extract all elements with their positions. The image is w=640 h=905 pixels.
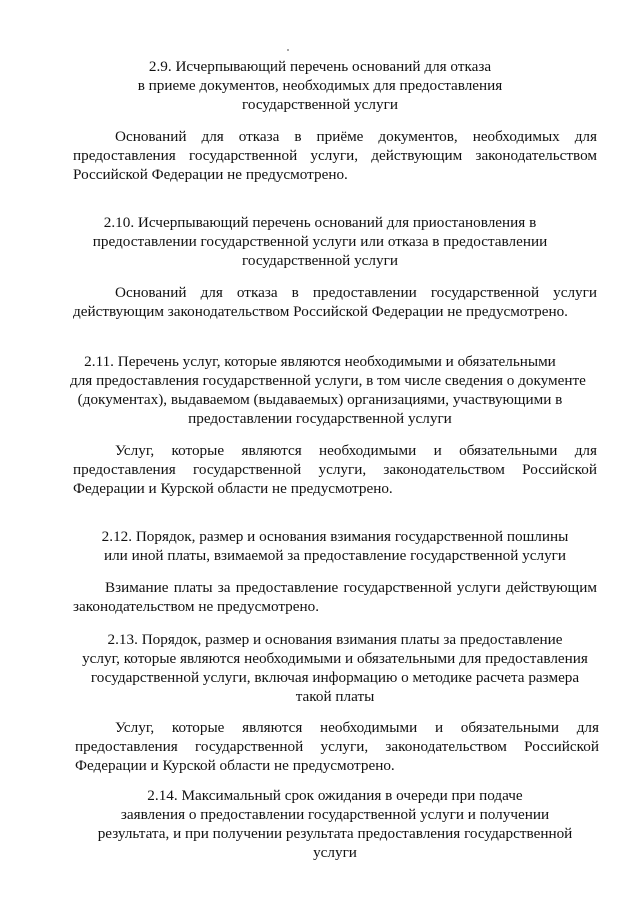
heading-line: государственной услуги — [242, 96, 398, 113]
section-2-12-paragraph — [73, 578, 597, 616]
section-2-11-heading — [70, 352, 586, 428]
heading-line: 2.11. Перечень услуг, которые являются необходимыми и обязательными — [84, 353, 556, 370]
heading-line: 2.9. Исчерпывающий перечень оснований для отказа — [148, 58, 492, 75]
paragraph-line: Оснований для отказа в предоставлении государственной услуги — [115, 284, 597, 301]
paragraph-line: Взимание платы за предоставление государственной услуги действующим — [105, 579, 597, 596]
heading-line: такой платы — [295, 688, 375, 705]
heading-line: 2.14. Максимальный срок ожидания в очереди при подаче — [147, 787, 523, 804]
section-2-14-heading — [85, 786, 585, 862]
section-2-10-heading — [85, 213, 555, 270]
paragraph-line: законодательством не предусмотрено. — [73, 598, 320, 615]
section-2-10-paragraph — [73, 283, 597, 321]
heading-line: 2.13. Порядок, размер и основания взимания платы за предоставление — [107, 631, 563, 648]
paragraph-line: Федерации и Курской области не предусмотрено. — [75, 757, 395, 774]
paragraph-line: предоставления государственной услуги, действующим законодательством — [73, 147, 597, 164]
heading-line: услуги — [313, 844, 357, 861]
paragraph-line: Оснований для отказа в приёме документов, необходимых для — [115, 128, 597, 145]
section-2-9-paragraph — [73, 127, 597, 184]
heading-line: для предоставления государственной услуги, в том числе сведения о документе — [70, 372, 586, 389]
heading-line: предоставлении государственной услуги — [188, 410, 452, 427]
heading-line: или иной платы, взимаемой за предоставление государственной услуги — [103, 547, 567, 564]
heading-line: предоставлении государственной услуги или отказа в предоставлении — [92, 233, 548, 250]
heading-line: государственной услуги — [242, 252, 398, 269]
paragraph-line: Российской Федерации не предусмотрено. — [73, 166, 348, 183]
paragraph-line: Услуг, которые являются необходимыми и обязательными для — [115, 719, 599, 736]
scan-speck — [287, 49, 289, 51]
paragraph-line: Федерации и Курской области не предусмотрено. — [73, 480, 393, 497]
heading-line: в приеме документов, необходимых для предоставления — [137, 77, 503, 94]
heading-line: результата, и при получении результата предоставления государственной — [97, 825, 573, 842]
paragraph-line: предоставления государственной услуги, законодательством Российской — [73, 461, 597, 478]
heading-line: (документах), выдаваемом (выдаваемых) организациями, участвующими в — [77, 391, 563, 408]
heading-line: 2.12. Порядок, размер и основания взимания государственной пошлины — [101, 528, 569, 545]
section-2-13-heading — [75, 630, 595, 706]
heading-line: 2.10. Исчерпывающий перечень оснований для приостановления в — [103, 214, 537, 231]
section-2-12-heading — [85, 527, 585, 565]
section-2-9-heading — [120, 57, 520, 114]
section-2-11-paragraph — [73, 441, 597, 498]
section-2-13-paragraph — [75, 718, 599, 775]
heading-line: государственной услуги, включая информацию о методике расчета размера — [90, 669, 580, 686]
heading-line: заявления о предоставлении государственной услуги и получении — [120, 806, 550, 823]
paragraph-line: Услуг, которые являются необходимыми и обязательными для — [115, 442, 597, 459]
heading-line: услуг, которые являются необходимыми и обязательными для предоставления — [82, 650, 588, 667]
paragraph-line: действующим законодательством Российской Федерации не предусмотрено. — [73, 303, 568, 320]
paragraph-line: предоставления государственной услуги, законодательством Российской — [75, 738, 599, 755]
